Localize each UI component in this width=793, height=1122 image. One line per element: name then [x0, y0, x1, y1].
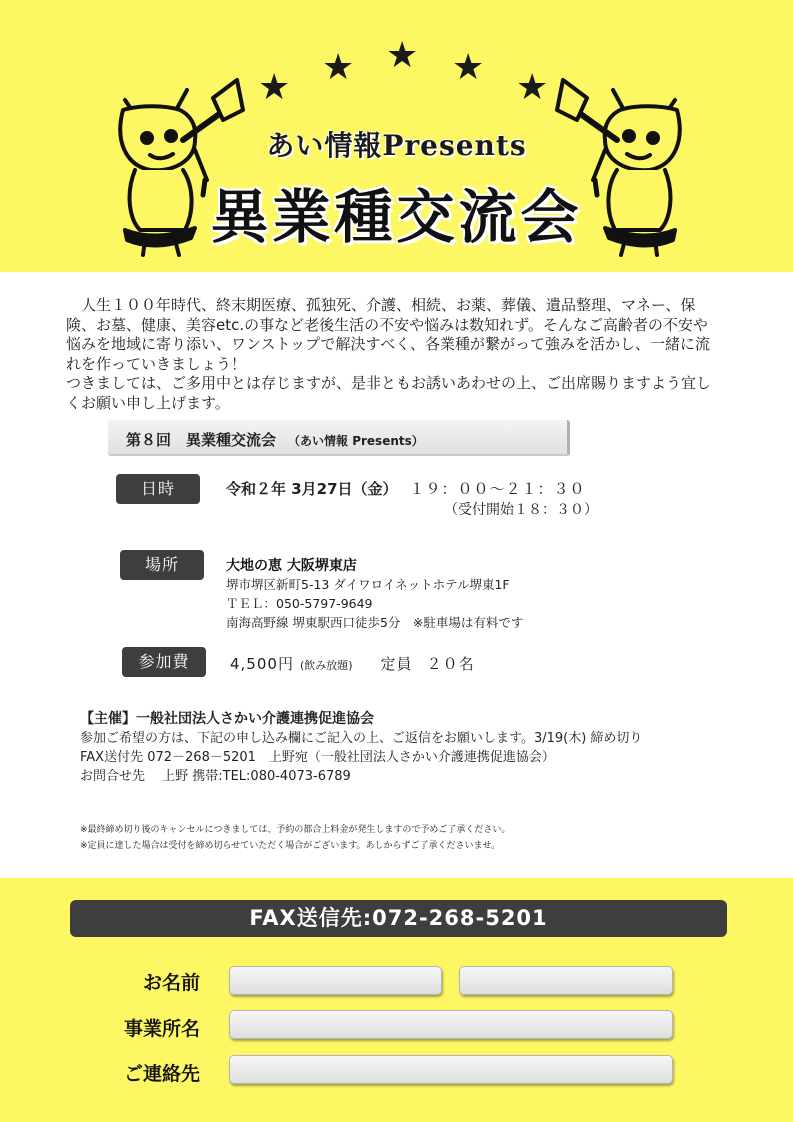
header-banner	[0, 0, 793, 272]
fee-line	[230, 653, 475, 674]
place-label: 場所	[120, 550, 204, 580]
star-icon: ★	[322, 47, 355, 88]
fee-label: 参加費	[122, 647, 206, 677]
event-time: １９：００～２１：３０	[409, 480, 586, 498]
star-icon: ★	[386, 35, 419, 76]
office-label: 事業所名	[123, 1018, 200, 1040]
organizer-line: 参加ご希望の方は、下記の申し込み欄にご記入の上、ご返信をお願いします。3/19(木) 締め切り	[80, 731, 643, 746]
intro-paragraph: つきましては、ご多用中とは存じますが、是非ともお誘いあわせの上、ご出席賜りますよう宜しくお願い申し上げます。	[66, 374, 712, 412]
note-line: ※定員に達した場合は受付を締め切らせていただく場合がございます。あしからずご了承くださいませ。	[80, 841, 501, 851]
notes-block	[80, 822, 720, 854]
fee-amount: 4,500円	[230, 655, 294, 673]
venue-tel: ＴＥＬ：050-5797-9649	[226, 596, 373, 611]
star-icon: ★	[516, 67, 549, 108]
capacity-label: 定員	[380, 655, 413, 673]
event-date: 令和２年 3月27日（金）	[226, 480, 398, 498]
event-datetime	[226, 478, 586, 499]
reception-time: （受付開始１８：３０）	[444, 502, 598, 518]
name-field-first[interactable]	[459, 966, 673, 995]
intro-text	[66, 296, 722, 413]
contact-field[interactable]	[229, 1055, 673, 1084]
datetime-label: 日時	[116, 474, 200, 504]
presents-subtitle: あい情報Presents	[266, 129, 527, 162]
event-heading	[108, 420, 570, 456]
office-field[interactable]	[229, 1010, 673, 1039]
contact-label: ご連絡先	[123, 1063, 200, 1085]
star-icon: ★	[452, 47, 485, 88]
fax-banner: FAX送信先:072-268-5201	[70, 900, 727, 937]
fee-note: (飲み放題)	[299, 659, 353, 672]
event-heading-title: 第８回 異業種交流会	[126, 431, 277, 449]
organizer-line: FAX送付先 072－268－5201 上野宛（一般社団法人さかい介護連携促進協会）	[80, 750, 555, 765]
name-label: お名前	[142, 972, 200, 994]
capacity-value: ２０名	[426, 655, 475, 673]
note-line: ※最終締め切り後のキャンセルにつきましては、予約の都合上料金が発生しますので予めご了承ください。	[80, 825, 511, 835]
name-field-last[interactable]	[229, 966, 442, 995]
venue-access: 南海高野線 堺東駅西口徒歩5分 ※駐車場は有料です	[226, 615, 524, 630]
organizer-block	[80, 710, 720, 786]
organizer-line: お問合せ先 上野 携帯:TEL:080-4073-6789	[80, 769, 351, 784]
venue-address: 堺市堺区新町5-13 ダイワロイネットホテル堺東1F	[226, 577, 510, 592]
event-heading-sub: （あい情報 Presents）	[288, 434, 424, 448]
intro-paragraph: 人生１００年時代、終末期医療、孤独死、介護、相続、お薬、葬儀、遺品整理、マネー、保険、お墓、健康、美容etc.の事など老後生活の不安や悩みは数知れず。そんなご高齢者の不安や悩みを地域に寄り添い、ワンストップで解決すべく、各業種が繋がって強みを活かし、一緒に流れを作っていきましょう！	[66, 296, 710, 373]
page-title: 異業種交流会	[210, 183, 583, 251]
star-icon: ★	[258, 67, 291, 108]
organizer-title: 【主催】一般社団法人さかい介護連携促進協会	[80, 711, 374, 727]
fax-form	[0, 878, 793, 1122]
venue-name: 大地の恵 大阪堺東店	[226, 558, 357, 574]
